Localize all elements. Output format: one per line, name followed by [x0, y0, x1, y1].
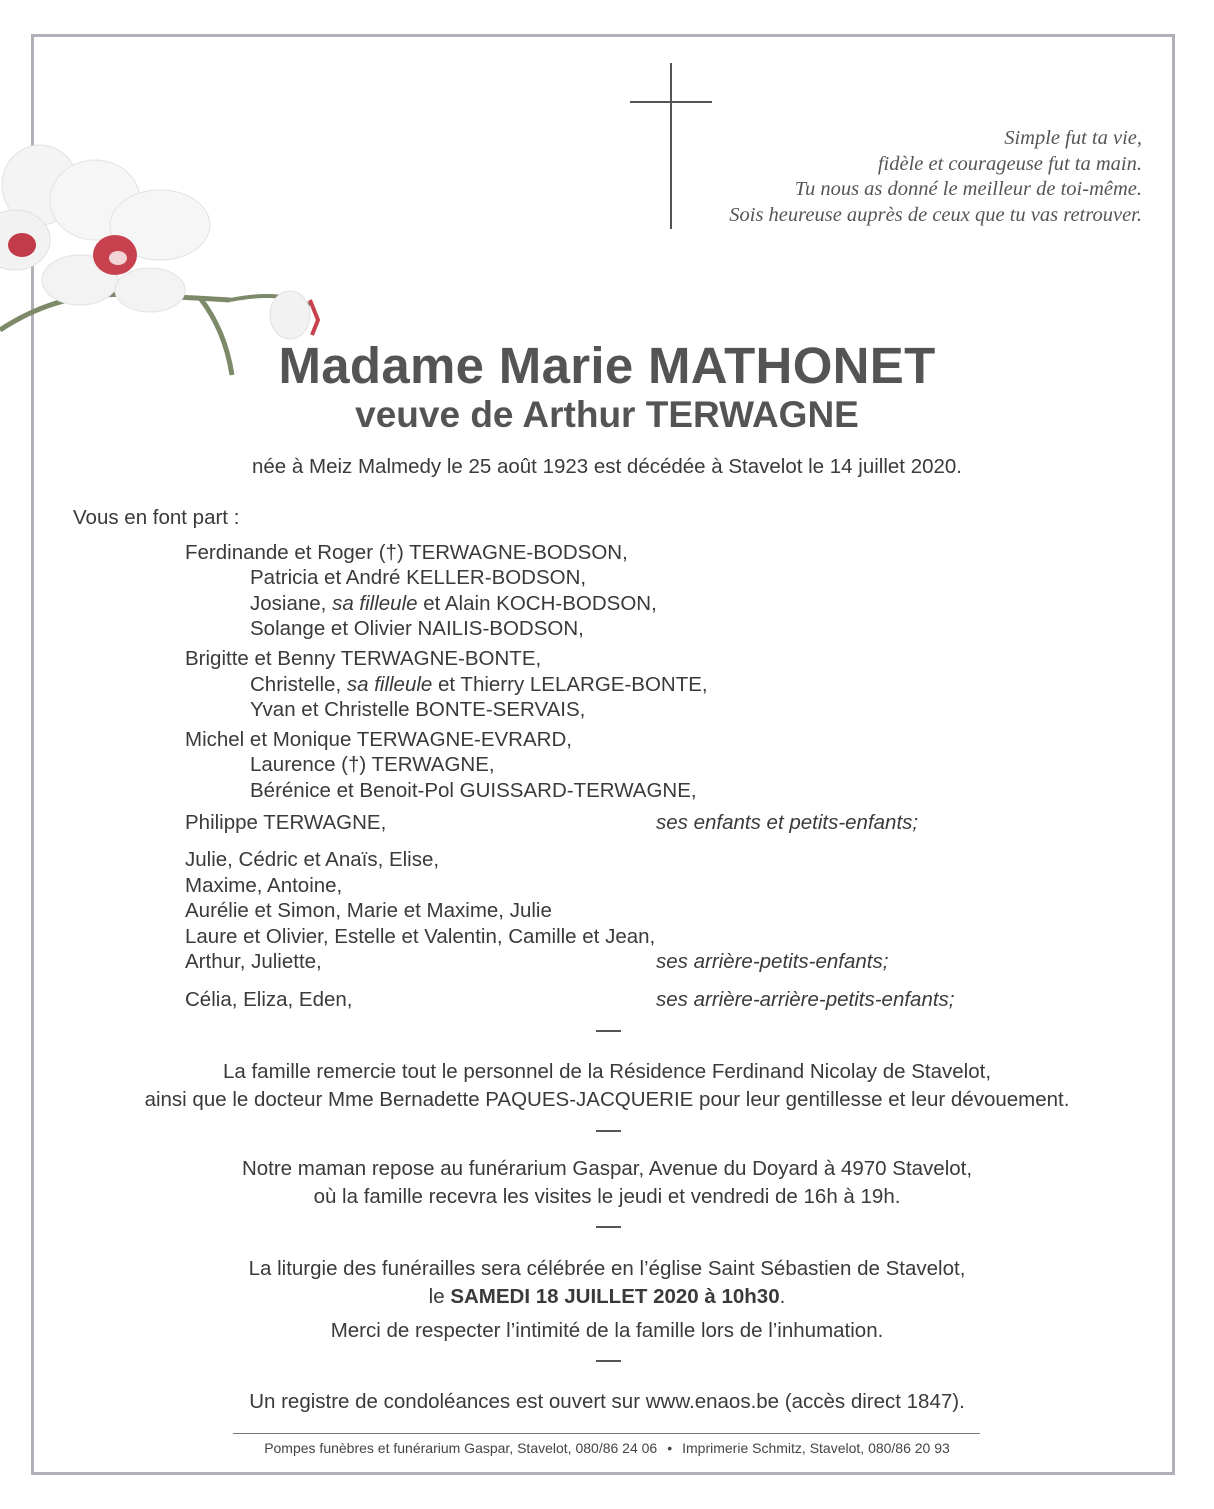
- family-line: Ferdinande et Roger (†) TERWAGNE-BODSON,: [185, 541, 628, 564]
- funeral-date-line: le SAMEDI 18 JUILLET 2020 à 10h30.: [428, 1285, 786, 1308]
- family-line: Brigitte et Benny TERWAGNE-BONTE,: [185, 647, 542, 670]
- section-divider: [596, 1226, 621, 1228]
- deceased-spouse: veuve de Arthur TERWAGNE: [355, 394, 859, 435]
- thanks-line: ainsi que le docteur Mme Bernadette PAQUES-JACQUERIE pour leur gentillesse et leur dévouement.: [144, 1088, 1070, 1111]
- footer-separator: •: [667, 1440, 673, 1456]
- family-line: Arthur, Juliette,: [185, 950, 322, 973]
- funeral-line: Merci de respecter l’intimité de la famille lors de l’inhumation.: [330, 1319, 884, 1342]
- funeral-date: SAMEDI 18 JUILLET 2020 à 10h30: [450, 1285, 780, 1308]
- family-line: Philippe TERWAGNE,: [185, 811, 387, 834]
- intro-text: Vous en font part :: [73, 506, 240, 529]
- family-line: Aurélie et Simon, Marie et Maxime, Julie: [185, 899, 552, 922]
- family-relation: ses arrière-arrière-petits-enfants;: [656, 988, 955, 1011]
- family-line: Michel et Monique TERWAGNE-EVRARD,: [185, 728, 572, 751]
- footer-funeral-home: Pompes funèbres et funérarium Gaspar, Stavelot, 080/86 24 06: [264, 1440, 658, 1456]
- condolence-registry: Un registre de condoléances est ouvert sur www.enaos.be (accès direct 1847).: [249, 1390, 965, 1413]
- cross-icon: [630, 63, 712, 229]
- deceased-name: Madame Marie MATHONET: [278, 337, 936, 394]
- birth-death-dates: née à Meiz Malmedy le 25 août 1923 est décédée à Stavelot le 14 juillet 2020.: [252, 455, 962, 478]
- funeral-line: La liturgie des funérailles sera célébrée en l’église Saint Sébastien de Stavelot,: [248, 1257, 966, 1280]
- family-line: Christelle, sa filleule et Thierry LELARGE-BONTE,: [250, 673, 708, 696]
- family-line: Bérénice et Benoit-Pol GUISSARD-TERWAGNE,: [250, 779, 697, 802]
- footer: [0, 1440, 1214, 1456]
- family-line: Solange et Olivier NAILIS-BODSON,: [250, 617, 584, 640]
- thanks-line: La famille remercie tout le personnel de la Résidence Ferdinand Nicolay de Stavelot,: [222, 1060, 992, 1083]
- poem-line: Simple fut ta vie,: [1004, 127, 1142, 149]
- visit-line: où la famille recevra les visites le jeudi et vendredi de 16h à 19h.: [313, 1185, 901, 1208]
- family-line: Maxime, Antoine,: [185, 874, 343, 897]
- poem-line: Tu nous as donné le meilleur de toi-même.: [794, 178, 1142, 200]
- family-line: Yvan et Christelle BONTE-SERVAIS,: [250, 698, 586, 721]
- poem-line: Sois heureuse auprès de ceux que tu vas retrouver.: [729, 203, 1142, 226]
- family-line: Patricia et André KELLER-BODSON,: [250, 566, 587, 589]
- family-line: Laure et Olivier, Estelle et Valentin, Camille et Jean,: [185, 925, 656, 948]
- poem: [729, 126, 1142, 228]
- family-relation: ses arrière-petits-enfants;: [656, 950, 889, 973]
- section-divider: [596, 1030, 621, 1032]
- family-line: Célia, Eliza, Eden,: [185, 988, 353, 1011]
- family-line: Laurence (†) TERWAGNE,: [250, 753, 495, 776]
- footer-rule: [233, 1433, 980, 1434]
- visit-line: Notre maman repose au funérarium Gaspar, Avenue du Doyard à 4970 Stavelot,: [241, 1157, 973, 1180]
- footer-printer: Imprimerie Schmitz, Stavelot, 080/86 20 93: [682, 1440, 950, 1456]
- family-line: Julie, Cédric et Anaïs, Elise,: [185, 848, 440, 871]
- family-line: Josiane, sa filleule et Alain KOCH-BODSON,: [250, 592, 657, 615]
- section-divider: [596, 1130, 621, 1132]
- poem-line: fidèle et courageuse fut ta main.: [877, 152, 1142, 175]
- section-divider: [596, 1360, 621, 1362]
- family-relation: ses enfants et petits-enfants;: [656, 811, 919, 834]
